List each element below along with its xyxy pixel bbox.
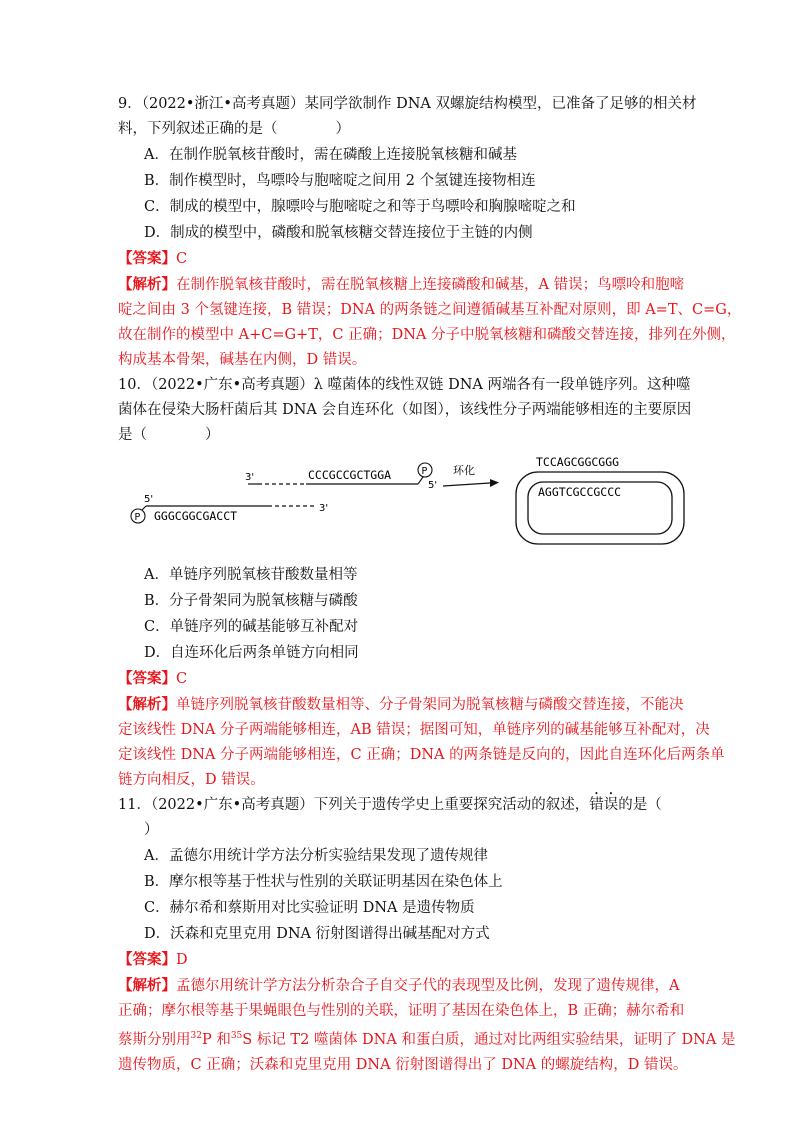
top-five-prime-label: 5' (428, 480, 438, 491)
explanation-line: 故在制作的模型中 A+C=G+T，C 正确；DNA 分子中脱氧核糖和磷酸交替连接，排列在外侧， (118, 327, 736, 343)
explanation-tag: 【解析】 (118, 276, 176, 293)
explanation-line: 链方向相反，D 错误。 (118, 772, 265, 788)
explanation-line: 遗传物质，C 正确；沃森和克里克用 DNA 衍射图谱得出了 DNA 的螺旋结构，D 错误。 (118, 1056, 688, 1073)
explanation-line: 定该线性 DNA 分子两端能够相连，C 正确；DNA 的两条链是反向的，因此自连环化后两条单 (118, 747, 725, 763)
explanation-line: 在制作脱氧核苷酸时，需在脱氧核糖上连接磷酸和碱基，A 错误；鸟嘌呤和胞嘧 (176, 277, 685, 293)
question-11-option-c: C．赫尔希和蔡斯用对比实验证明 DNA 是遗传物质 (144, 900, 475, 916)
question-10-option-c: C．单链序列的碱基能够互补配对 (144, 619, 359, 635)
stem-text: 11．（2022•广东•高考真题）下列关于遗传学史上重要探究活动的叙述， (118, 797, 590, 813)
bottom-sequence: GGGCGGCGACCT (154, 509, 238, 523)
answer-tag: 【答案】 (118, 670, 176, 687)
explanation-text: P 和 (201, 1031, 231, 1048)
question-10-stem-line1: 10．（2022•广东•高考真题）λ 噬菌体的线性双链 DNA 两端各有一段单链序列。这种噬 (118, 377, 691, 393)
question-9-answer (118, 246, 688, 272)
explanation-tag: 【解析】 (118, 696, 176, 713)
stem-text: 的是（ (618, 797, 662, 813)
ring-bottom-sequence: AGGTCGCCGCCC (538, 485, 622, 499)
ring-outer-strand (516, 472, 684, 544)
question-11-option-a: A．孟德尔用统计学方法分析实验结果发现了遗传规律 (144, 848, 488, 864)
explanation-line (118, 1024, 736, 1053)
question-11-answer (118, 947, 688, 973)
question-10-stem-line3: 是（ ） (118, 427, 220, 443)
question-content (118, 92, 742, 1078)
answer-tag: 【答案】 (118, 951, 176, 968)
top-sequence: CCCGCCGCTGGA (308, 468, 392, 482)
top-three-prime-label: 3' (245, 472, 255, 483)
explanation-line: 啶之间由 3 个氢键连接，B 错误；DNA 的两条链之间遵循碱基互补配对原则，即 A=T、C=G， (118, 302, 742, 318)
question-10 (118, 373, 725, 793)
question-10-option-d: D．自连环化后两条单链方向相同 (144, 645, 359, 661)
arrow-label: 环化 (453, 464, 475, 477)
question-10-stem-line2: 菌体在侵染大肠杆菌后其 DNA 会自连环化（如图），该线性分子两端能够相连的主要原因 (118, 402, 692, 418)
explanation-text: 蔡斯分别用 (118, 1031, 191, 1048)
explanation-line: 孟德尔用统计学方法分析杂合子自交子代的表现型及比例，发现了遗传规律，A (176, 978, 680, 994)
bottom-three-prime-label: 3' (319, 503, 329, 514)
answer-value: C (176, 251, 188, 267)
question-10-option-a: A．单链序列脱氧核苷酸数量相等 (144, 567, 358, 583)
question-9 (118, 92, 742, 373)
question-9-option-c: C．制成的模型中，腺嘌呤与胞嘧啶之和等于鸟嘌呤和胸腺嘧啶之和 (144, 199, 576, 215)
ring-top-sequence: TCCAGCGGCGGG (536, 455, 620, 469)
question-11-stem-line1 (118, 793, 688, 818)
emphasis-char: 误 (603, 797, 619, 813)
question-10-answer (118, 666, 688, 692)
question-9-option-d: D．制成的模型中，磷酸和脱氧核糖交替连接位于主链的内侧 (144, 225, 533, 241)
dna-circularization-figure (118, 452, 688, 552)
question-9-option-b: B．制作模型时，鸟嘌呤与胞嘧啶之间用 2 个氢键连接物相连 (144, 173, 536, 189)
question-9-stem-line1: 9．（2022•浙江•高考真题）某同学欲制作 DNA 双螺旋结构模型，已准备了足够的相关材 (118, 96, 697, 112)
question-11-explanation (118, 973, 736, 1078)
question-11 (118, 793, 736, 1078)
explanation-text: S 标记 T2 噬菌体 DNA 和蛋白质，通过对比两组实验结果，证明了 DNA 是 (242, 1031, 736, 1048)
answer-value: C (176, 671, 188, 687)
dna-diagram (118, 452, 688, 552)
arrow-head-icon (490, 479, 499, 487)
question-9-explanation (118, 272, 742, 373)
arrow-line (443, 483, 490, 486)
explanation-tag: 【解析】 (118, 977, 176, 994)
top-phosphate-link (418, 477, 423, 484)
question-9-option-a: A．在制作脱氧核苷酸时，需在磷酸上连接脱氧核糖和碱基 (144, 147, 517, 163)
emphasis-char: 错 (589, 797, 604, 813)
explanation-line: 构成基本骨架，碱基在内侧，D 错误。 (118, 352, 367, 368)
question-11-option-d: D．沃森和克里克用 DNA 衍射图谱得出碱基配对方式 (144, 926, 490, 942)
question-10-explanation (118, 692, 725, 793)
explanation-line: 正确；摩尔根等基于果蝇眼色与性别的关联，证明了基因在染色体上，B 正确；赫尔希和 (118, 1003, 685, 1019)
isotope-superscript: 35 (230, 1031, 243, 1041)
bottom-phosphate-label: P (134, 512, 141, 523)
question-10-option-b: B．分子骨架同为脱氧核糖与磷酸 (144, 593, 358, 609)
isotope-superscript: 32 (190, 1031, 202, 1041)
top-phosphate-label: P (421, 466, 428, 477)
explanation-line: 单链序列脱氧核苷酸数量相等、分子骨架同为脱氧核糖与磷酸交替连接，不能决 (176, 697, 684, 713)
answer-tag: 【答案】 (118, 250, 176, 267)
question-11-stem-line2: ） (144, 822, 159, 838)
bottom-five-prime-label: 5' (144, 494, 154, 505)
answer-value: D (176, 952, 188, 968)
question-9-stem-line2: 料，下列叙述正确的是（ ） (118, 121, 350, 137)
bottom-phosphate-link (142, 506, 146, 510)
explanation-line: 定该线性 DNA 分子两端能够相连，AB 错误；据图可知，单链序列的碱基能够互补配对，决 (118, 722, 710, 738)
question-11-option-b: B．摩尔根等基于性状与性别的关联证明基因在染色体上 (144, 874, 503, 890)
